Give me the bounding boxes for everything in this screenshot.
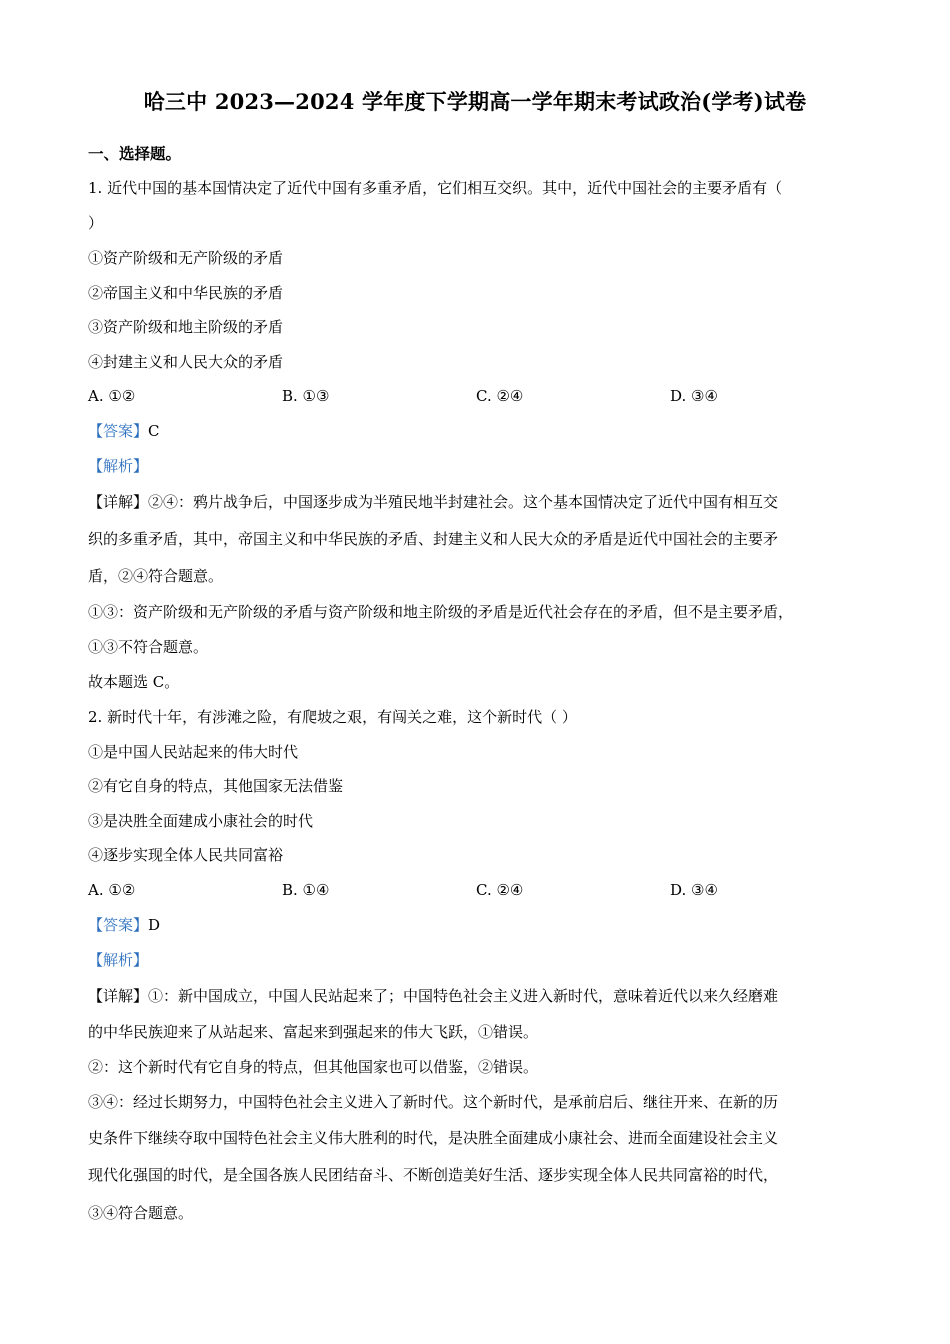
q1-answer-tag: 【答案】: [88, 422, 149, 440]
q2-detail-line3: ②：这个新时代有它自身的特点，但其他国家也可以借鉴，②错误。: [88, 1058, 539, 1076]
q1-analysis-tag: 【解析】: [88, 457, 149, 475]
q2-stem: 2. 新时代十年，有涉滩之险，有爬坡之艰，有闯关之难，这个新时代（ ）: [88, 708, 577, 726]
q2-detail-tag: 【详解】: [88, 987, 149, 1005]
q2-detail-line4: ③④：经过长期努力，中国特色社会主义进入了新时代。这个新时代，是承前启后、继往开来、在新的历: [88, 1093, 779, 1111]
q1-detail-tag: 【详解】: [88, 493, 149, 511]
q2-item-2: ②有它自身的特点，其他国家无法借鉴: [88, 777, 344, 795]
q1-item-4: ④封建主义和人民大众的矛盾: [88, 353, 284, 371]
q1-detail-line5: ①③不符合题意。: [88, 638, 209, 656]
q1-stem-line1: 1. 近代中国的基本国情决定了近代中国有多重矛盾，它们相互交织。其中，近代中国社会的主要矛盾有（: [88, 179, 783, 197]
q2-item-3: ③是决胜全面建成小康社会的时代: [88, 812, 314, 830]
q2-item-1: ①是中国人民站起来的伟大时代: [88, 743, 299, 761]
q1-answer-row: [88, 421, 160, 441]
q2-option-c: C. ②④: [476, 881, 524, 899]
q2-detail-text-1: ①：新中国成立，中国人民站起来了；中国特色社会主义进入新时代，意味着近代以来久经磨难: [148, 987, 779, 1005]
q2-option-d: D. ③④: [670, 881, 718, 899]
q1-detail-line2: 织的多重矛盾，其中，帝国主义和中华民族的矛盾、封建主义和人民大众的矛盾是近代中国社会的主要矛: [88, 530, 779, 548]
q2-option-a: A. ①②: [88, 881, 136, 899]
q2-item-4: ④逐步实现全体人民共同富裕: [88, 846, 284, 864]
q1-detail-line3: 盾，②④符合题意。: [88, 567, 224, 585]
q2-detail-line2: 的中华民族迎来了从站起来、富起来到强起来的伟大飞跃，①错误。: [88, 1023, 539, 1041]
q1-detail-line6: 故本题选 C。: [88, 673, 180, 691]
q1-analysis-row: [88, 456, 148, 476]
q2-answer-row: [88, 915, 160, 935]
q2-answer-value: D: [148, 916, 161, 934]
q1-answer-value: C: [148, 422, 160, 440]
q1-option-c: C. ②④: [476, 387, 524, 405]
exam-title: 哈三中 2023—2024 学年度下学期高一学年期末考试政治(学考)试卷: [143, 89, 807, 114]
q1-detail-text-1: ②④：鸦片战争后，中国逐步成为半殖民地半封建社会。这个基本国情决定了近代中国有相互交: [148, 493, 779, 511]
q1-item-2: ②帝国主义和中华民族的矛盾: [88, 284, 284, 302]
q1-item-1: ①资产阶级和无产阶级的矛盾: [88, 249, 284, 267]
section-heading: 一、选择题。: [88, 144, 182, 163]
q1-stem-line2: ）: [88, 214, 104, 232]
q1-option-a: A. ①②: [88, 387, 136, 405]
q1-option-d: D. ③④: [670, 387, 718, 405]
q2-answer-tag: 【答案】: [88, 916, 149, 934]
q2-analysis-tag: 【解析】: [88, 951, 149, 969]
q2-detail-line7: ③④符合题意。: [88, 1204, 194, 1222]
q1-detail-line1: [88, 492, 778, 512]
q2-option-b: B. ①④: [282, 881, 330, 899]
q1-item-3: ③资产阶级和地主阶级的矛盾: [88, 318, 284, 336]
q2-detail-line1: [88, 986, 778, 1006]
q2-detail-line5: 史条件下继续夺取中国特色社会主义伟大胜利的时代，是决胜全面建成小康社会、进而全面建设社会主义: [88, 1129, 779, 1147]
q2-detail-line6: 现代化强国的时代，是全国各族人民团结奋斗、不断创造美好生活、逐步实现全体人民共同富裕的时代，: [88, 1166, 779, 1184]
q2-analysis-row: [88, 950, 148, 970]
q1-detail-line4: ①③：资产阶级和无产阶级的矛盾与资产阶级和地主阶级的矛盾是近代社会存在的矛盾，但不是主要矛盾，: [88, 603, 794, 621]
q1-option-b: B. ①③: [282, 387, 330, 405]
